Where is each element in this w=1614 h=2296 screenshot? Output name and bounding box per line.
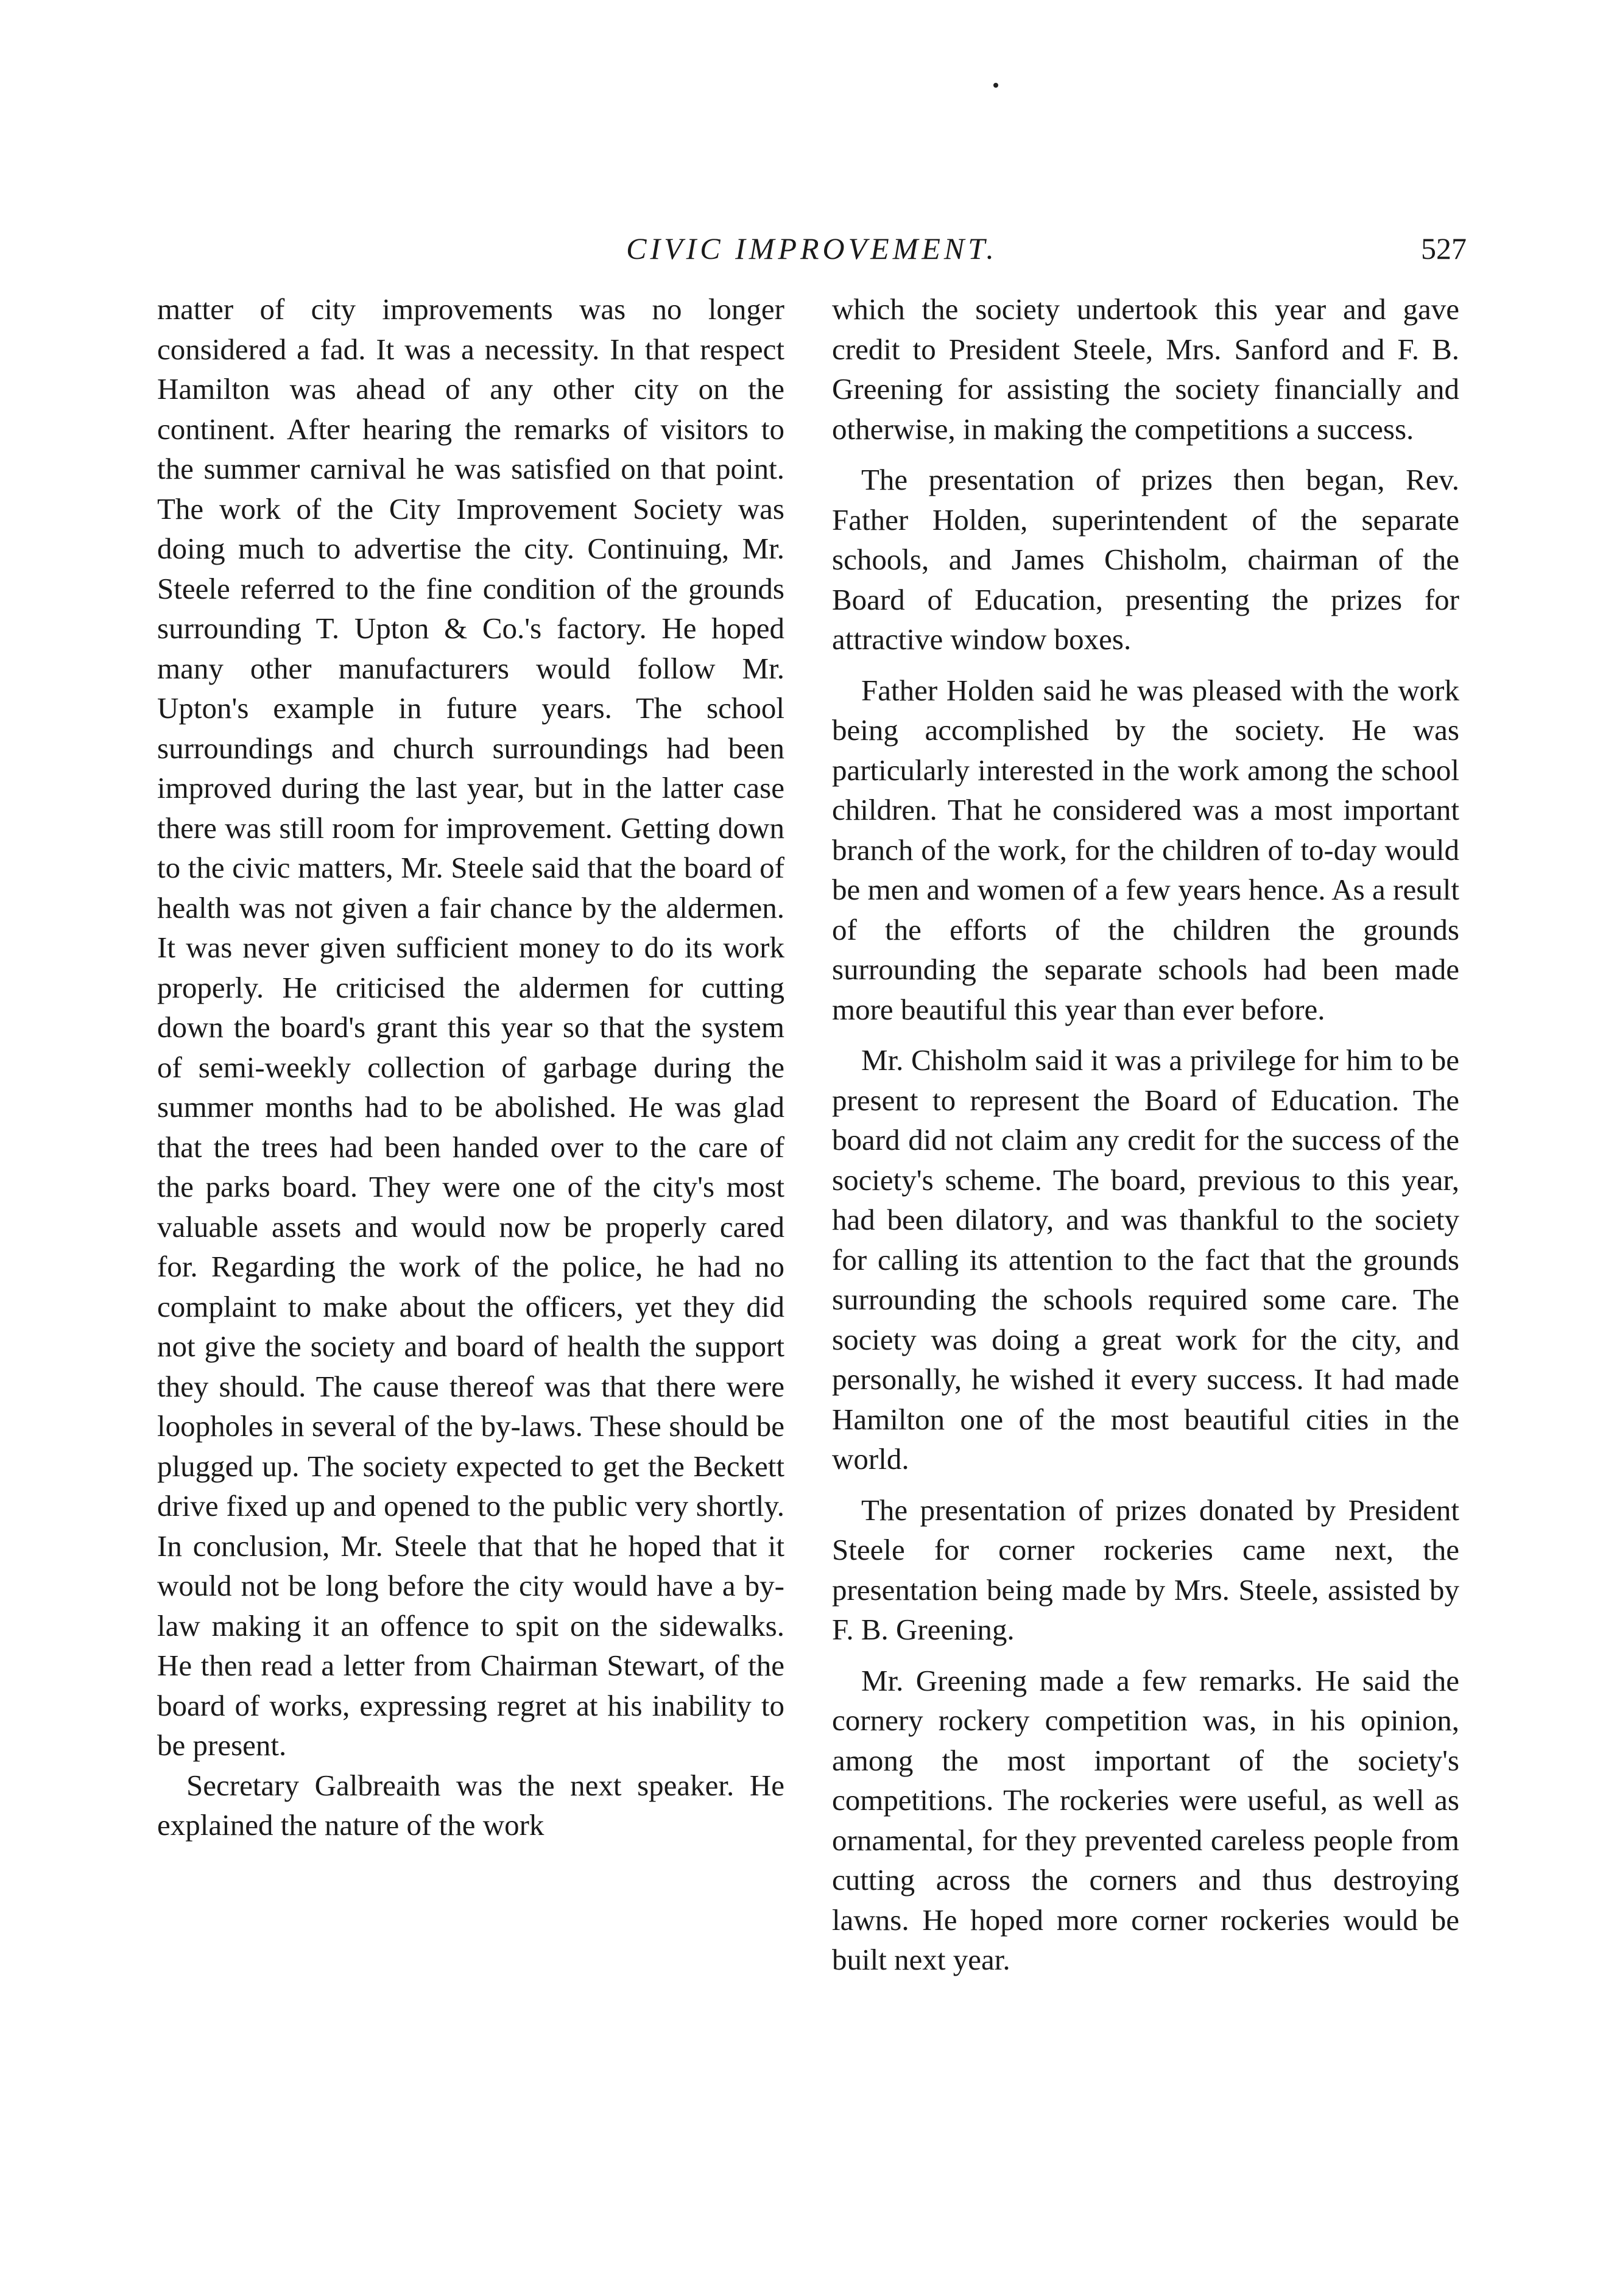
page-number: 527	[1421, 231, 1467, 266]
running-title: CIVIC IMPROVEMENT.	[626, 231, 998, 266]
paragraph: The presentation of prizes donated by President Steele for corner rockeries came next, the presentation being made by Mrs. Steele, assisted by F. B. Greening.	[832, 1493, 1459, 1646]
right-column	[832, 289, 1459, 1980]
paragraph: Father Holden said he was pleased with the work being accomplished by the society. He was particularly interested in the work among the school children. That he considered was a most important branch of the work, for the children of to-day would be men and women of a few years hence. As a result of the efforts of the children the grounds surrounding the separate schools had been made more beautiful this year than ever before.	[832, 673, 1459, 1026]
paragraph: Mr. Chisholm said it was a privilege for him to be present to represent the Board of Education. The board did not claim any credit for the success of the society's scheme. The board, previous to this year, had been dilatory, and was thankful to the society for calling its attention to the fact that the grounds surrounding the schools required some care. The society was doing a great work for the city, and personally, he wished it every success. It had made Hamilton one of the most beautiful cities in the world.	[832, 1043, 1459, 1476]
running-header	[157, 224, 1467, 273]
paragraph: Mr. Greening made a few remarks. He said the cornery rockery competition was, in his opinion, among the most important of the society's competitions. The rockeries were useful, as well as ornamental, for they prevented careless people from cutting across the corners and thus destroying lawns. He hoped more corner rockeries would be built next year.	[832, 1663, 1459, 1976]
left-column	[157, 289, 784, 1845]
paragraph: Secretary Galbreaith was the next speaker. He explained the nature of the work	[157, 1768, 784, 1842]
ink-dot	[993, 83, 998, 88]
paragraph: which the society undertook this year and gave credit to President Steele, Mrs. Sanford and F. B. Greening for assisting the society financially and otherwise, in making the competitions a success.	[832, 292, 1459, 446]
paragraph: The presentation of prizes then began, Rev. Father Holden, superintendent of the separate schools, and James Chisholm, chairman of the Board of Education, presenting the prizes for attractive window boxes.	[832, 463, 1459, 656]
paragraph: matter of city improvements was no longer considered a fad. It was a necessity. In that respect Hamilton was ahead of any other city on the continent. After hearing the remarks of visitors to the summer carnival he was satisfied on that point. The work of the City Improvement Society was doing much to advertise the city. Continuing, Mr. Steele referred to the fine condition of the grounds surrounding T. Upton & Co.'s factory. He hoped many other manufacturers would follow Mr. Upton's example in future years. The school surroundings and church surroundings had been improved during the last year, but in the latter case there was still room for improvement. Getting down to the civic matters, Mr. Steele said that the board of health was not given a fair chance by the aldermen. It was never given sufficient money to do its work properly. He criticised the aldermen for cutting down the board's grant this year so that the system of semi-weekly collection of garbage during the summer months had to be abolished. He was glad that the trees had been handed over to the care of the parks board. They were one of the city's most valuable assets and would now be properly cared for. Regarding the work of the police, he had no complaint to make about the officers, yet they did not give the society and board of health the support they should. The cause thereof was that there were loopholes in several of the by-laws. These should be plugged up. The society expected to get the Beckett drive fixed up and opened to the public very shortly. In conclusion, Mr. Steele that that he hoped that it would not be long before the city would have a by-law making it an offence to spit on the sidewalks. He then read a letter from Chairman Stewart, of the board of works, expressing regret at his inability to be present.	[157, 292, 784, 1762]
